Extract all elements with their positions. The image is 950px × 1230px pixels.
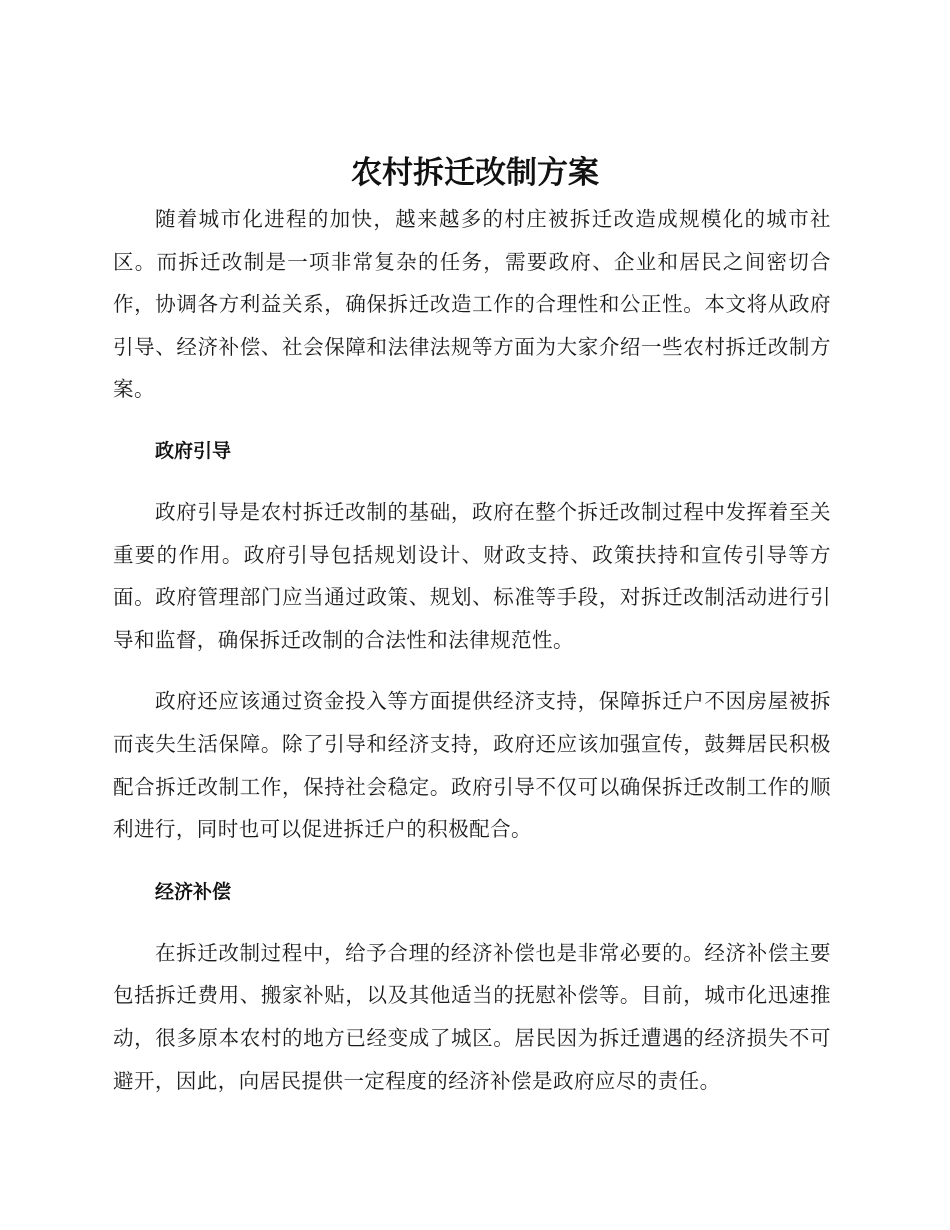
document-body — [113, 198, 831, 1102]
spacer — [113, 411, 831, 430]
section-paragraph: 政府还应该通过资金投入等方面提供经济支持，保障拆迁户不因房屋被拆而丧失生活保障。除了引导和经济支持，政府还应该加强宣传，鼓舞居民积极配合拆迁改制工作，保持社会稳定。政府引导不仅可以确保拆迁改制工作的顺利进行，同时也可以促进拆迁户的积极配合。 — [113, 689, 831, 842]
intro-paragraph: 随着城市化进程的加快，越来越多的村庄被拆迁改造成规模化的城市社区。而拆迁改制是一项非常复杂的任务，需要政府、企业和居民之间密切合作，协调各方利益关系，确保拆迁改造工作的合理性和公正性。本文将从政府引导、经济补偿、社会保障和法律法规等方面为大家介绍一些农村拆迁改制方案。 — [113, 207, 831, 402]
document-title: 农村拆迁改制方案 — [351, 155, 599, 191]
spacer — [113, 851, 831, 871]
section-heading-government-guidance: 政府引导 — [155, 439, 232, 462]
section-paragraph: 政府引导是农村拆迁改制的基础，政府在整个拆迁改制过程中发挥着至关重要的作用。政府引导包括规划设计、财政支持、政策扶持和宣传引导等方面。政府管理部门应当通过政策、规划、标准等手段，对拆迁改制活动进行引导和监督，确保拆迁改制的合法性和法律规范性。 — [113, 499, 831, 652]
spacer — [113, 661, 831, 680]
spacer — [113, 472, 831, 491]
section-heading-economic-compensation: 经济补偿 — [155, 880, 232, 903]
section-paragraph: 在拆迁改制过程中，给予合理的经济补偿也是非常必要的。经济补偿主要包括拆迁费用、搬家补贴，以及其他适当的抚慰补偿等。目前，城市化迅速推动，很多原本农村的地方已经变成了城区。居民因为拆迁遭遇的经济损失不可避开，因此，向居民提供一定程度的经济补偿是政府应尽的责任。 — [113, 940, 831, 1093]
spacer — [113, 913, 831, 932]
